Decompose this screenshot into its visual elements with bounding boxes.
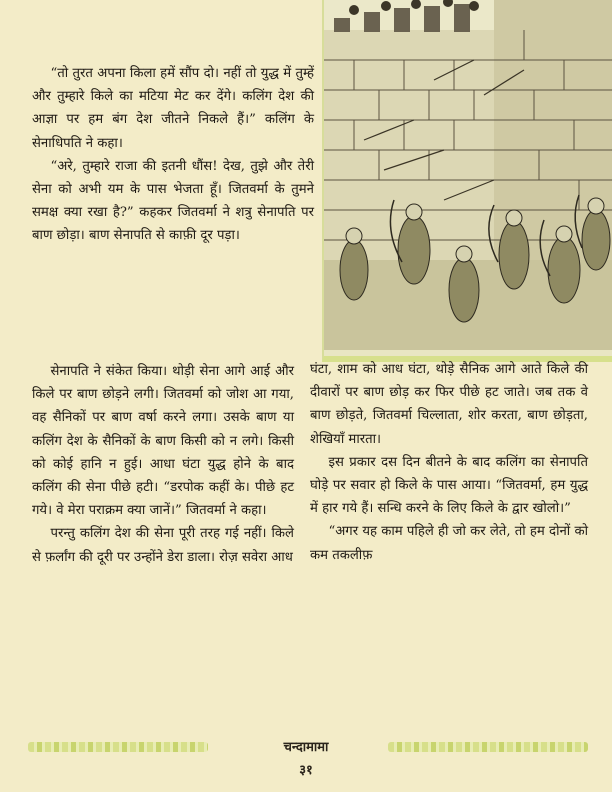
paragraph: परन्तु कलिंग देश की सेना पूरी तरह गई नहीं। किले से फ़र्लांग की दूरी पर उन्होंने डेरा डाला। रोज़ सवेरा आध	[32, 526, 294, 565]
paragraph: घंटा, शाम को आध घंटा, थोड़े सैनिक आगे आते किले की दीवारों पर बाण छोड़ कर फिर पीछे हट जाते। जब तक वे बाण छोड़ते, जितवर्मा चिल्लाता, शोर करता, बाण छोड़ता, शेखियाँ मारता।	[310, 362, 588, 447]
page-number: ३१	[299, 763, 313, 778]
left-column-top	[32, 62, 314, 248]
paragraph: सेनापति ने संकेत किया। थोड़ी सेना आगे आई और किले पर बाण छोड़ने लगी। जितवर्मा को जोश आ गया, वह सैनिकों पर बाण वर्षा करने लगा। उसके बाण या कलिंग देश के सैनिकों के बाण किसी को न लगे। किसी को कोई हानि न हुई। आधा घंटा युद्ध होने के बाद कलिंग की सेना पीछे हटी। “डरपोक कहीं के। पीछे हट गये। वे मेरा पराक्रम क्या जानें।” जितवर्मा ने कहा।	[32, 364, 294, 519]
footer-ornament-left	[28, 742, 208, 752]
paragraph: “अरे, तुम्हारे राजा की इतनी धौंस! देख, तुझे और तेरी सेना को अभी यम के पास भेजता हूँ। जितवर्मा के तुमने समक्ष क्या रखा है?” कहकर जितवर्मा ने शत्रु सेनापति पर बाण छोड़ा। बाण सेनापति से काफ़ी दूर पड़ा।	[32, 158, 314, 244]
battle-scene-illustration	[322, 0, 612, 362]
fortress-archers-drawing	[324, 0, 612, 350]
paragraph: “तो तुरत अपना किला हमें सौंप दो। नहीं तो युद्ध में तुम्हें और तुम्हारे किले का मटिया मेट कर देंगे। कलिंग देश की आज्ञा पर हम बंग देश जीतने निकले हैं।” कलिंग के सेनाधिपति ने कहा।	[32, 66, 314, 151]
magazine-title: चन्दामामा	[283, 740, 329, 755]
paragraph: इस प्रकार दस दिन बीतने के बाद कलिंग का सेनापति घोड़े पर सवार हो किले के पास आया। “जितवर्मा, हम युद्ध में हार गये हैं। सन्धि करने के लिए किले के द्वार खोलो।”	[310, 454, 588, 517]
left-column-bottom	[32, 360, 294, 569]
right-column	[310, 358, 588, 567]
footer-ornament-right	[388, 742, 588, 752]
paragraph: “अगर यह काम पहिले ही जो कर लेते, तो हम दोनों को कम तकलीफ़	[310, 524, 588, 563]
